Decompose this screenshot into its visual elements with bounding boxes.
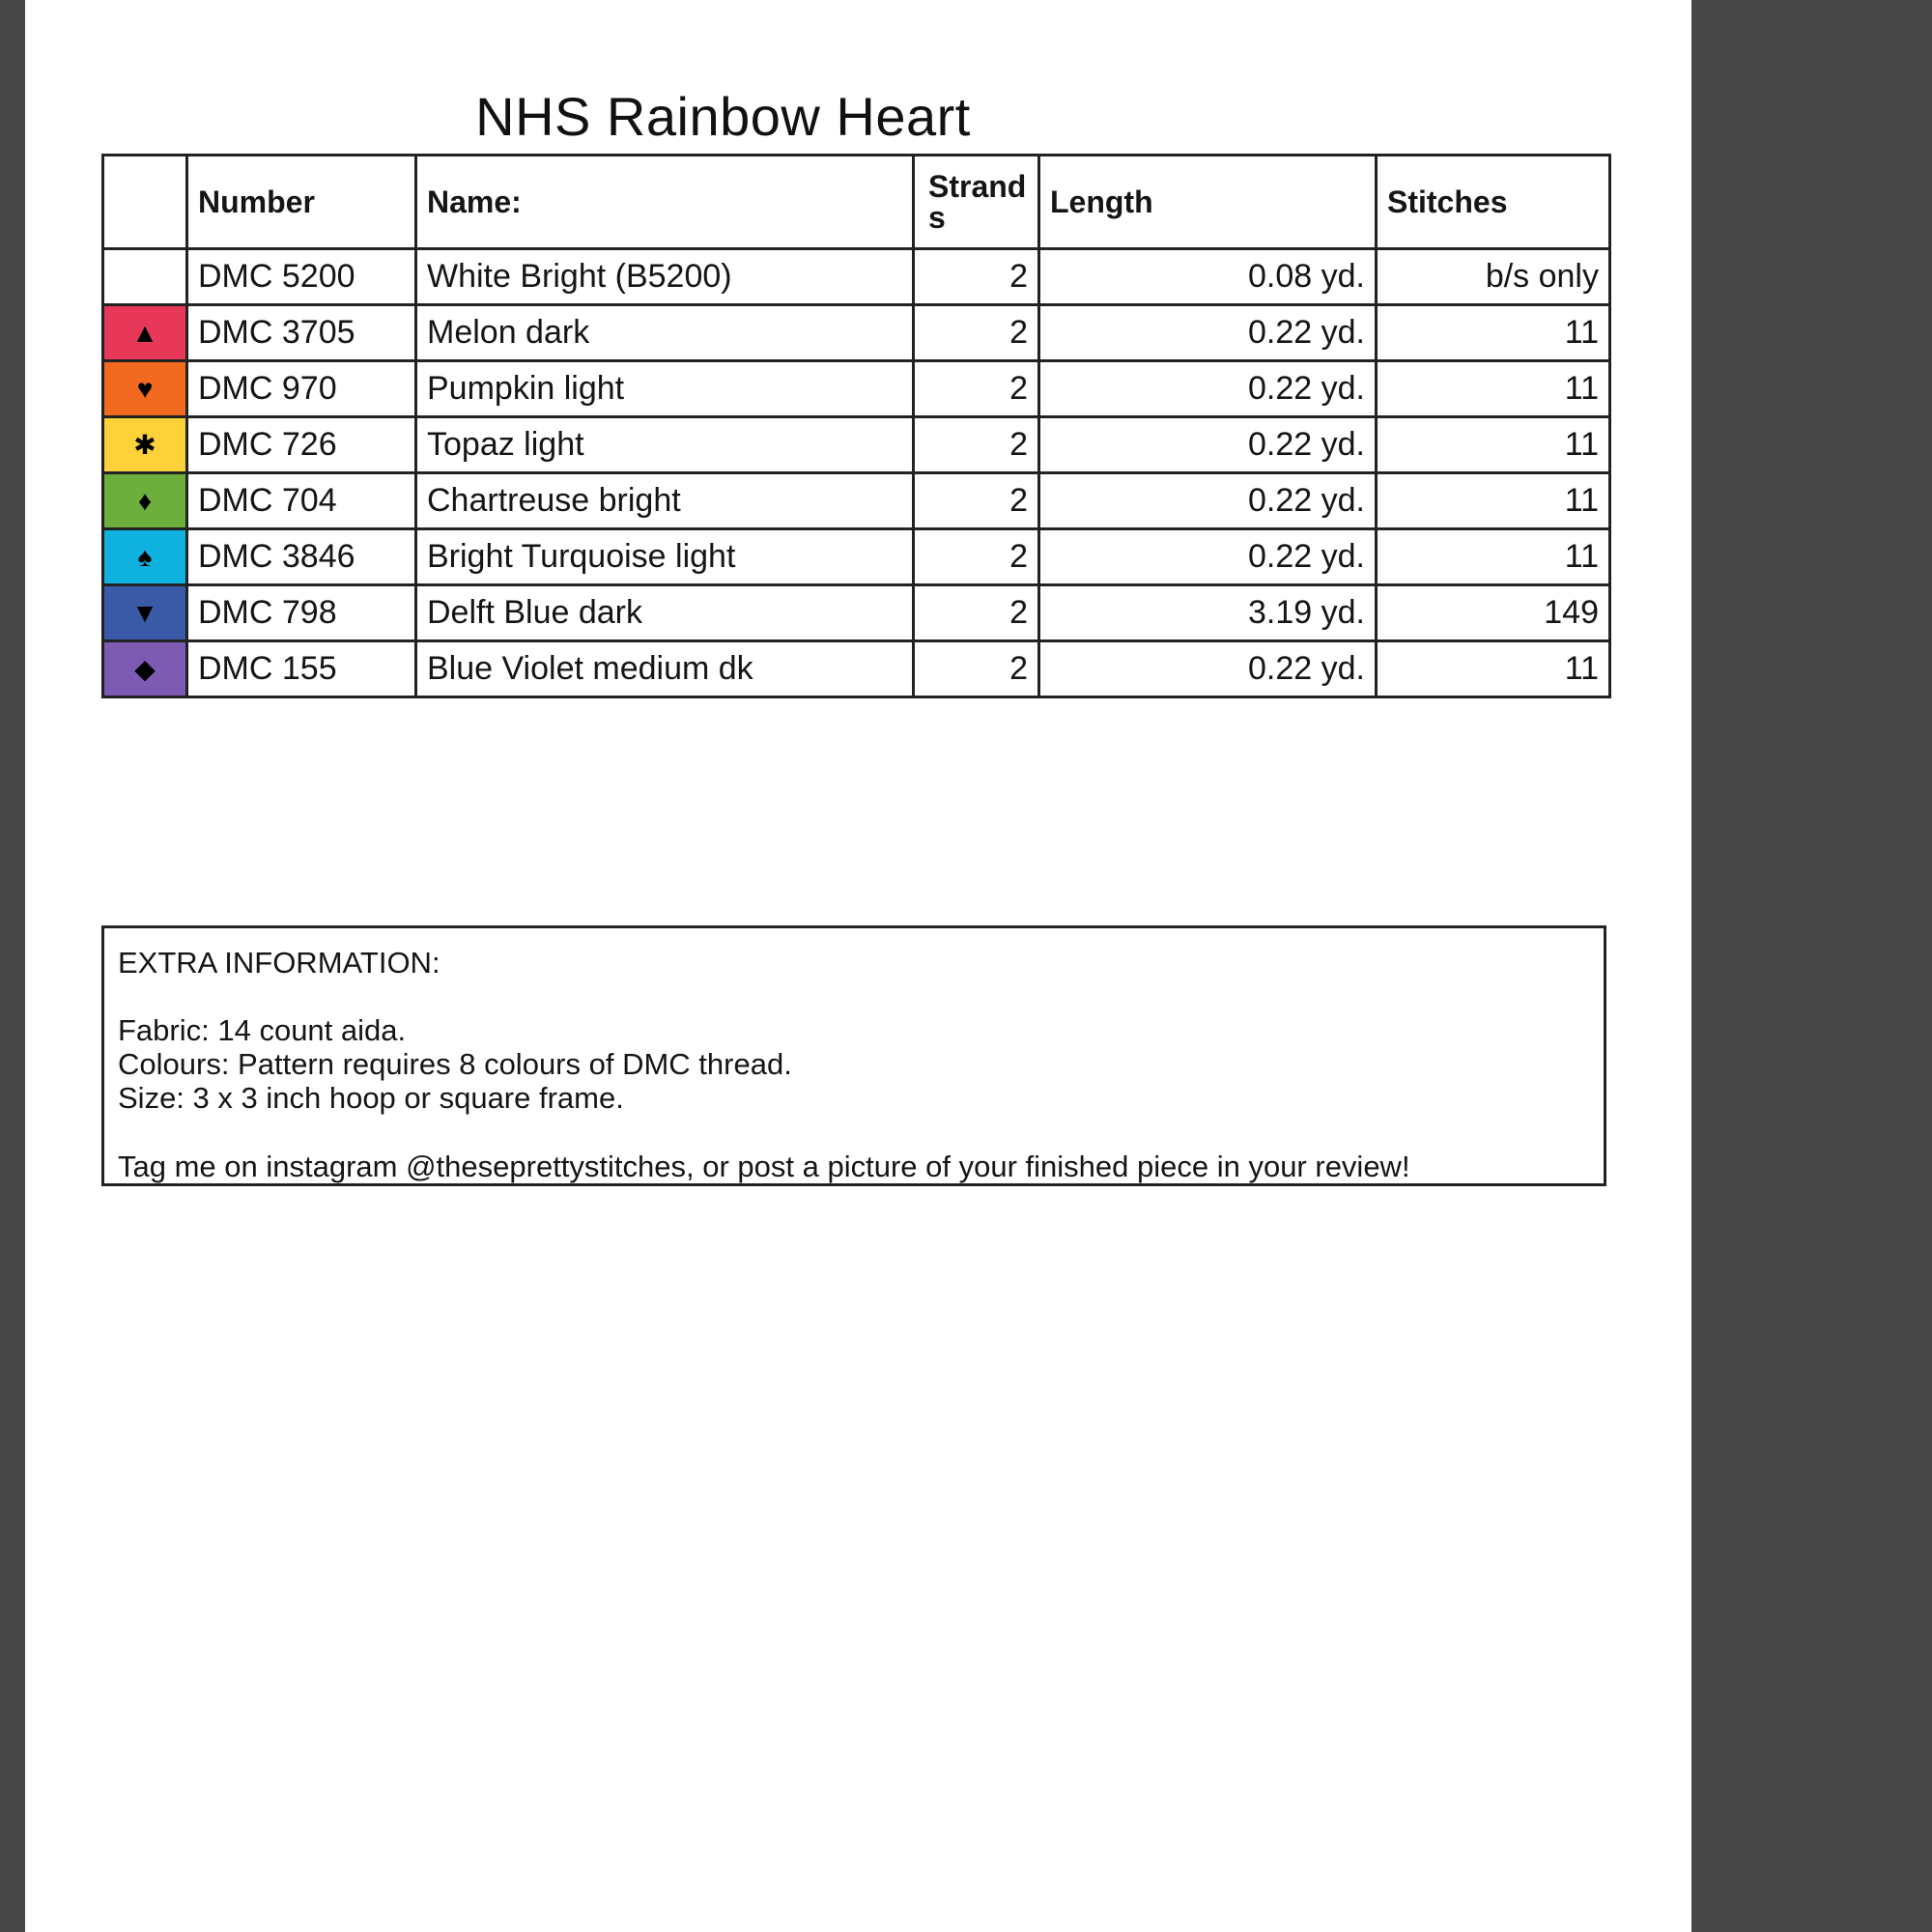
- stitch-symbol-icon: ♠: [137, 541, 153, 572]
- strands-value: 2: [914, 361, 1039, 417]
- table-row: [103, 305, 1610, 361]
- color-swatch: [104, 418, 185, 471]
- table-row: [103, 249, 1610, 305]
- length-value: 0.22 yd.: [1039, 473, 1377, 529]
- thread-name: Pumpkin light: [416, 361, 914, 417]
- strands-value: 2: [914, 473, 1039, 529]
- length-value: 3.19 yd.: [1039, 585, 1377, 641]
- thread-number: DMC 704: [187, 473, 416, 529]
- table-row: [103, 417, 1610, 473]
- thread-number: DMC 970: [187, 361, 416, 417]
- symbol-cell: [103, 641, 187, 697]
- extra-information-box: [101, 925, 1606, 1186]
- stitch-symbol-icon: ♦: [137, 485, 153, 516]
- color-swatch: [104, 530, 185, 583]
- strands-value: 2: [914, 641, 1039, 697]
- stitch-symbol-icon: ▲: [131, 317, 158, 348]
- thread-number: DMC 798: [187, 585, 416, 641]
- table-row: [103, 473, 1610, 529]
- extra-heading: EXTRA INFORMATION:: [118, 946, 440, 980]
- thread-number: DMC 726: [187, 417, 416, 473]
- length-value: 0.22 yd.: [1039, 361, 1377, 417]
- thread-number: DMC 3846: [187, 529, 416, 585]
- thread-name: Chartreuse bright: [416, 473, 914, 529]
- length-value: 0.22 yd.: [1039, 529, 1377, 585]
- symbol-cell: [103, 473, 187, 529]
- size-line: Size: 3 x 3 inch hoop or square frame.: [118, 1081, 624, 1115]
- length-value: 0.22 yd.: [1039, 305, 1377, 361]
- stitches-value: 11: [1377, 529, 1610, 585]
- header-strands: Strand s: [914, 156, 1039, 249]
- stitch-symbol-icon: ▼: [131, 597, 158, 628]
- symbol-cell: [103, 249, 187, 305]
- color-swatch: [104, 250, 185, 303]
- strands-value: 2: [914, 249, 1039, 305]
- table-header-row: [103, 156, 1610, 249]
- symbol-cell: [103, 417, 187, 473]
- strands-value: 2: [914, 305, 1039, 361]
- thread-number: DMC 155: [187, 641, 416, 697]
- stitches-value: 11: [1377, 305, 1610, 361]
- symbol-cell: [103, 305, 187, 361]
- strands-value: 2: [914, 585, 1039, 641]
- header-number: Number: [187, 156, 416, 249]
- header-stitches: Stitches: [1377, 156, 1610, 249]
- length-value: 0.22 yd.: [1039, 417, 1377, 473]
- stitches-value: 149: [1377, 585, 1610, 641]
- page-title: NHS Rainbow Heart: [475, 86, 971, 147]
- thread-number: DMC 3705: [187, 305, 416, 361]
- thread-name: Delft Blue dark: [416, 585, 914, 641]
- thread-key-table: [101, 154, 1611, 698]
- instagram-tag-line: Tag me on instagram @theseprettystitches, or post a picture of your finished piece in your review!: [118, 1150, 1410, 1183]
- symbol-cell: [103, 529, 187, 585]
- color-swatch: [104, 586, 185, 639]
- colours-line: Colours: Pattern requires 8 colours of DMC thread.: [118, 1047, 792, 1081]
- stitches-value: b/s only: [1377, 249, 1610, 305]
- stitches-value: 11: [1377, 641, 1610, 697]
- stitch-symbol-icon: ♥: [136, 373, 154, 404]
- symbol-cell: [103, 585, 187, 641]
- stitches-value: 11: [1377, 473, 1610, 529]
- stitch-symbol-icon: ◆: [134, 654, 156, 684]
- thread-name: Topaz light: [416, 417, 914, 473]
- color-swatch: [104, 474, 185, 527]
- length-value: 0.22 yd.: [1039, 641, 1377, 697]
- thread-name: Bright Turquoise light: [416, 529, 914, 585]
- table-row: [103, 641, 1610, 697]
- strands-value: 2: [914, 529, 1039, 585]
- symbol-cell: [103, 361, 187, 417]
- thread-name: Melon dark: [416, 305, 914, 361]
- thread-name: White Bright (B5200): [416, 249, 914, 305]
- header-symbol: [103, 156, 187, 249]
- stitch-symbol-icon: ✱: [133, 430, 156, 460]
- table-row: [103, 585, 1610, 641]
- fabric-line: Fabric: 14 count aida.: [118, 1013, 407, 1047]
- header-length: Length: [1039, 156, 1377, 249]
- header-name: Name:: [416, 156, 914, 249]
- thread-number: DMC 5200: [187, 249, 416, 305]
- table-row: [103, 529, 1610, 585]
- stitches-value: 11: [1377, 417, 1610, 473]
- color-swatch: [104, 306, 185, 359]
- document-page: [25, 0, 1691, 1932]
- table-row: [103, 361, 1610, 417]
- color-swatch: [104, 362, 185, 415]
- strands-value: 2: [914, 417, 1039, 473]
- length-value: 0.08 yd.: [1039, 249, 1377, 305]
- color-swatch: [104, 642, 185, 696]
- stitches-value: 11: [1377, 361, 1610, 417]
- thread-name: Blue Violet medium dk: [416, 641, 914, 697]
